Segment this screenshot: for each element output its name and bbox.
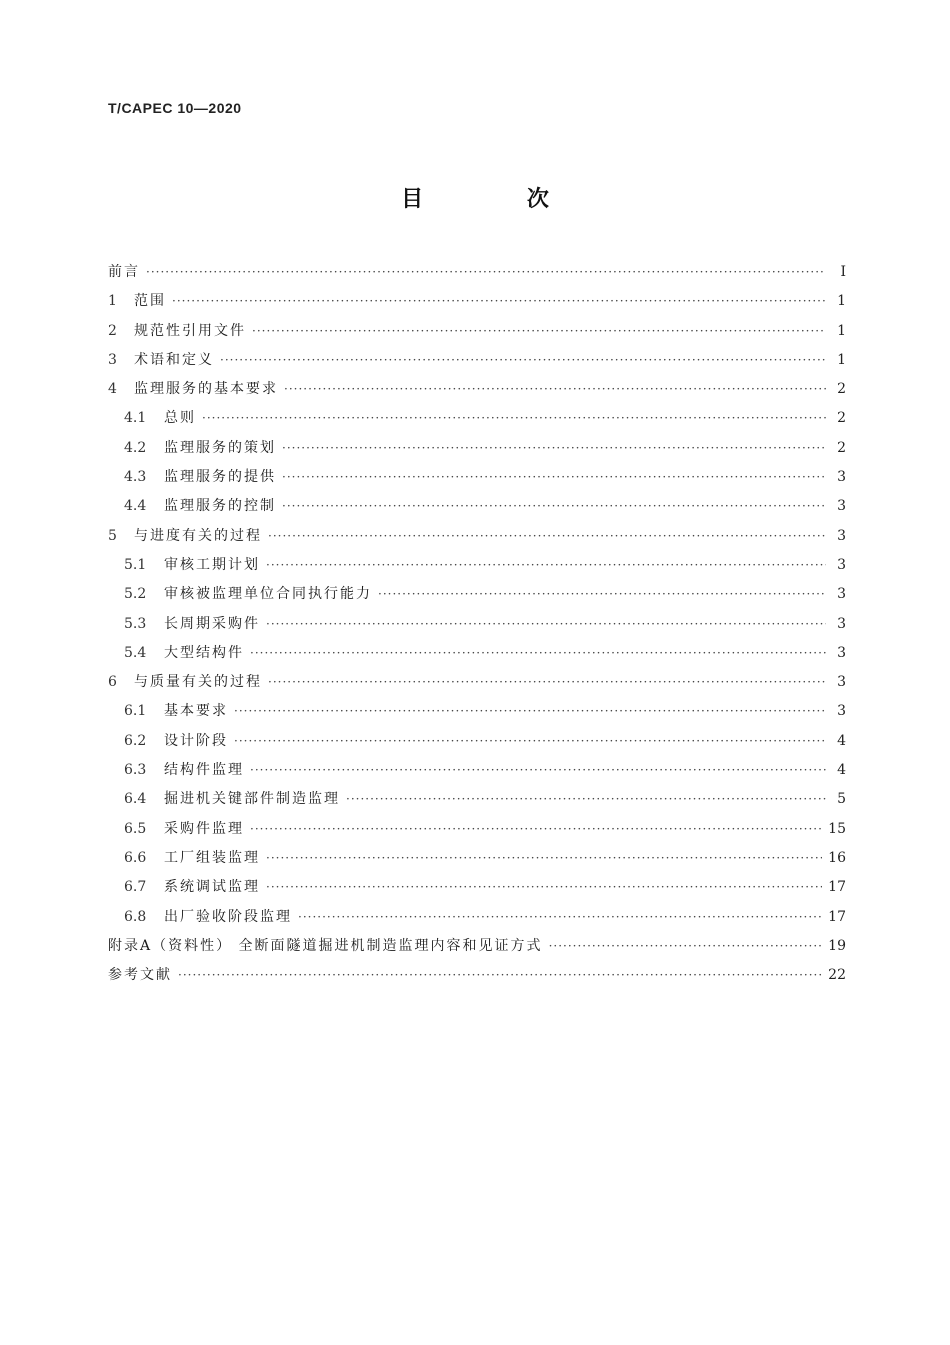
toc-entry-title: 出厂验收阶段监理 <box>164 908 292 925</box>
toc-entry-number: 5 <box>108 527 117 544</box>
toc-entry[interactable] <box>108 639 846 668</box>
toc-entry-number: 4.4 <box>124 498 147 515</box>
toc-entry[interactable] <box>108 844 846 873</box>
toc-entry[interactable] <box>108 610 846 639</box>
toc-entry-title: 掘进机关键部件制造监理 <box>164 791 340 808</box>
toc-entry[interactable] <box>108 873 846 902</box>
toc-entry-number: 6.5 <box>124 820 147 837</box>
toc-entry-title: 附录A（资料性） 全断面隧道掘进机制造监理内容和见证方式 <box>108 937 543 954</box>
toc-entry-page: 4 <box>837 762 846 779</box>
toc-entry-page: 3 <box>837 527 846 544</box>
toc-entry-page: 1 <box>837 322 846 339</box>
toc-entry[interactable] <box>108 580 846 609</box>
toc-entry[interactable] <box>108 785 846 814</box>
toc-entry[interactable] <box>108 404 846 433</box>
toc-leader-dots <box>202 404 826 433</box>
toc-entry-number: 6.4 <box>124 791 147 808</box>
toc-entry-number: 4 <box>108 381 117 398</box>
toc-entry-title: 范围 <box>134 293 166 310</box>
toc-leader-dots <box>268 668 826 697</box>
toc-leader-dots <box>282 492 826 521</box>
toc-entry-title: 监理服务的提供 <box>164 469 276 486</box>
toc-entry[interactable] <box>108 463 846 492</box>
toc-entry-title: 基本要求 <box>164 703 228 720</box>
toc-leader-dots <box>282 463 826 492</box>
toc-leader-dots <box>266 551 826 580</box>
toc-entry-page: 3 <box>837 586 846 603</box>
toc-entry-number: 5.4 <box>124 644 147 661</box>
toc-entry[interactable] <box>108 668 846 697</box>
toc-entry-title: 规范性引用文件 <box>134 322 246 339</box>
document-code: T/CAPEC 10—2020 <box>108 100 242 116</box>
toc-entry[interactable] <box>108 815 846 844</box>
toc-entry-page: 16 <box>828 849 846 866</box>
toc-entry-number: 6.1 <box>124 703 147 720</box>
toc-entry[interactable] <box>108 697 846 726</box>
toc-entry-number: 5.1 <box>124 556 147 573</box>
toc-entry-page: 3 <box>837 469 846 486</box>
toc-entry-title: 监理服务的基本要求 <box>134 381 278 398</box>
toc-entry-title: 大型结构件 <box>164 644 244 661</box>
toc-entry-page: 5 <box>837 791 846 808</box>
toc-entry-number: 4.3 <box>124 469 147 486</box>
toc-leader-dots <box>284 375 826 404</box>
toc-entry-page: 2 <box>837 410 846 427</box>
toc-entry-number: 6.7 <box>124 879 147 896</box>
toc-entry-page: 17 <box>828 908 846 925</box>
toc-entry-title: 监理服务的策划 <box>164 439 276 456</box>
toc-entry-page: 3 <box>837 498 846 515</box>
toc-leader-dots <box>266 873 822 902</box>
toc-entry[interactable] <box>108 756 846 785</box>
toc-entry-page: 2 <box>837 439 846 456</box>
toc-leader-dots <box>266 844 822 873</box>
toc-entry-title: 参考文献 <box>108 967 172 984</box>
toc-entry-page: Ⅰ <box>840 264 846 280</box>
toc-leader-dots <box>378 580 826 609</box>
toc-entry-page: 19 <box>828 937 846 954</box>
toc-leader-dots <box>234 727 826 756</box>
toc-entry-title: 与质量有关的过程 <box>134 674 262 691</box>
toc-leader-dots <box>282 434 826 463</box>
toc-entry-page: 22 <box>828 967 846 984</box>
toc-entry-number: 6.6 <box>124 849 147 866</box>
toc-leader-dots <box>298 903 822 932</box>
toc-entry[interactable] <box>108 434 846 463</box>
toc-entry-title: 总则 <box>164 410 196 427</box>
toc-entry-number: 1 <box>108 293 117 310</box>
toc-entry-title: 监理服务的控制 <box>164 498 276 515</box>
toc-entry-number: 4.2 <box>124 439 147 456</box>
toc-leader-dots <box>252 317 826 346</box>
toc-entry-title: 工厂组装监理 <box>164 849 260 866</box>
toc-leader-dots <box>178 961 822 990</box>
toc-leader-dots <box>250 639 826 668</box>
toc-entry-title: 采购件监理 <box>164 820 244 837</box>
toc-entry[interactable] <box>108 551 846 580</box>
toc-entry-page: 4 <box>837 732 846 749</box>
toc-entry-title: 审核工期计划 <box>164 556 260 573</box>
toc-entry-page: 2 <box>837 381 846 398</box>
toc-entry-page: 3 <box>837 644 846 661</box>
table-of-contents <box>108 258 846 990</box>
toc-entry-page: 3 <box>837 556 846 573</box>
toc-entry-title: 术语和定义 <box>134 351 214 368</box>
toc-entry-number: 5.3 <box>124 615 147 632</box>
toc-entry[interactable] <box>108 903 846 932</box>
toc-entry-title: 前言 <box>108 264 140 280</box>
toc-entry-title: 设计阶段 <box>164 732 228 749</box>
toc-leader-dots <box>146 258 826 287</box>
toc-leader-dots <box>234 697 826 726</box>
toc-entry[interactable] <box>108 932 846 961</box>
toc-entry-number: 4.1 <box>124 410 147 427</box>
toc-leader-dots <box>549 932 823 961</box>
toc-leader-dots <box>172 287 826 316</box>
toc-leader-dots <box>268 522 826 551</box>
toc-entry[interactable] <box>108 375 846 404</box>
toc-entry[interactable] <box>108 346 846 375</box>
toc-leader-dots <box>266 610 826 639</box>
toc-entry-page: 17 <box>828 879 846 896</box>
toc-leader-dots <box>346 785 826 814</box>
toc-entry-number: 6.8 <box>124 908 147 925</box>
toc-entry[interactable] <box>108 258 846 287</box>
toc-leader-dots <box>250 815 822 844</box>
page-title: 目 次 <box>401 187 597 212</box>
toc-entry[interactable] <box>108 492 846 521</box>
toc-leader-dots <box>250 756 826 785</box>
toc-entry-title: 长周期采购件 <box>164 615 260 632</box>
toc-entry-number: 2 <box>108 322 117 339</box>
toc-entry-number: 3 <box>108 351 117 368</box>
toc-entry-page: 3 <box>837 674 846 691</box>
toc-entry-page: 15 <box>828 820 846 837</box>
toc-entry-title: 结构件监理 <box>164 762 244 779</box>
toc-entry-title: 审核被监理单位合同执行能力 <box>164 586 372 603</box>
toc-entry-number: 5.2 <box>124 586 147 603</box>
toc-entry-page: 3 <box>837 615 846 632</box>
toc-entry-page: 1 <box>837 351 846 368</box>
toc-leader-dots <box>220 346 826 375</box>
toc-entry[interactable] <box>108 522 846 551</box>
toc-entry-number: 6.3 <box>124 762 147 779</box>
toc-entry-page: 3 <box>837 703 846 720</box>
toc-entry-number: 6.2 <box>124 732 147 749</box>
toc-entry[interactable] <box>108 727 846 756</box>
toc-entry-title: 系统调试监理 <box>164 879 260 896</box>
toc-entry[interactable] <box>108 287 846 316</box>
toc-entry-number: 6 <box>108 674 117 691</box>
toc-entry-title: 与进度有关的过程 <box>134 527 262 544</box>
toc-entry[interactable] <box>108 961 846 990</box>
toc-entry-page: 1 <box>837 293 846 310</box>
toc-entry[interactable] <box>108 317 846 346</box>
